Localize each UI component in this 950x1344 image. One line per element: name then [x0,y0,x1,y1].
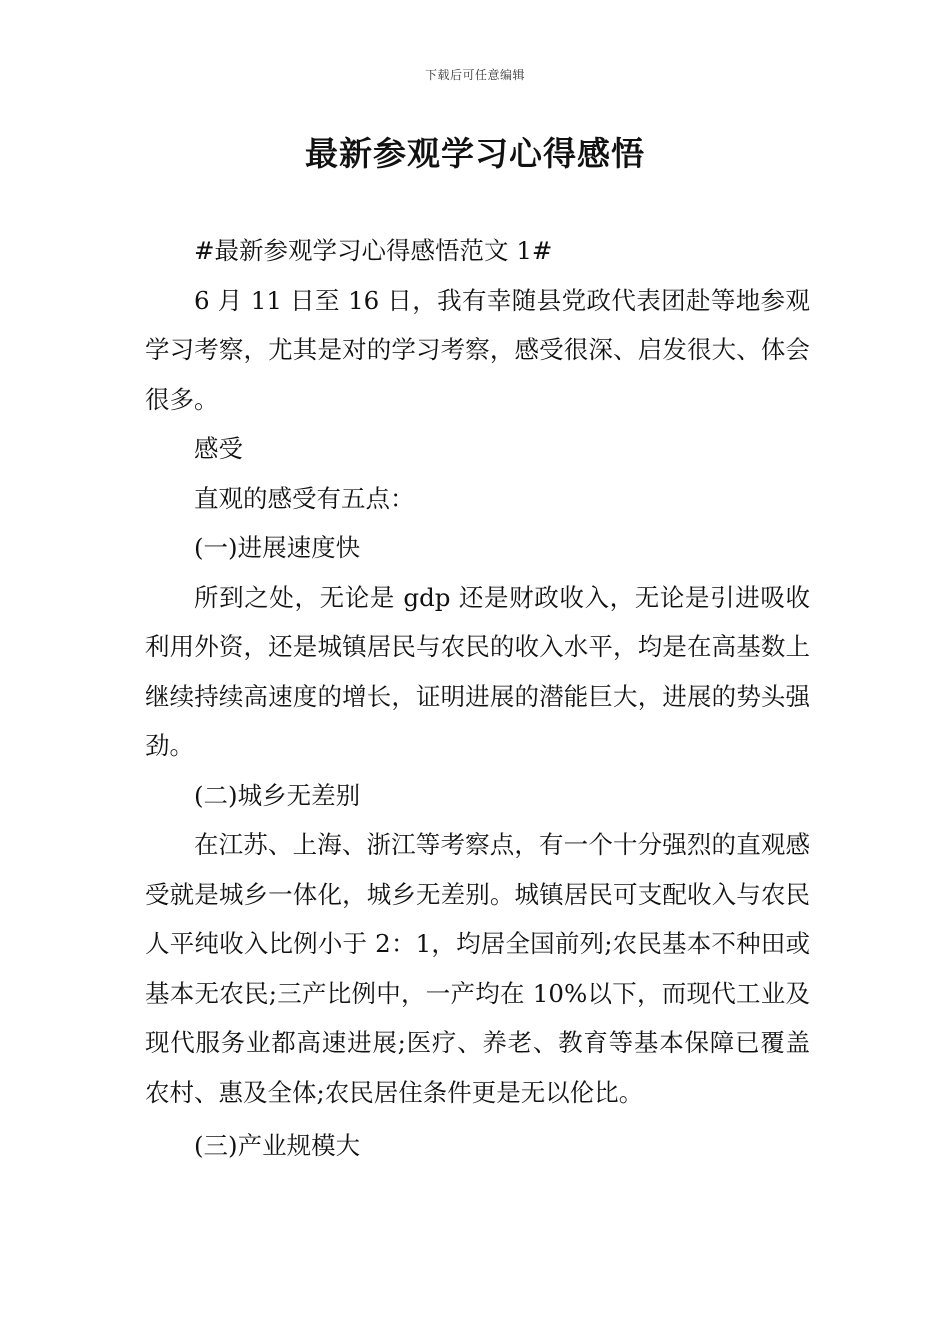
document-title: 最新参观学习心得感悟 [305,134,645,173]
document-body [145,226,810,1171]
subsection-heading: (一)进展速度快 [194,533,361,562]
paragraph: 直观的感受有五点： [194,483,415,513]
section-heading: 感受 [194,434,243,463]
subsection-heading: (三)产业规模大 [194,1131,361,1160]
subsection-heading: (二)城乡无差别 [194,780,361,810]
header-note: 下载后可任意编辑 [424,68,525,82]
paragraph: 在江苏、上海、浙江等考察点，有一个十分强烈的直观感受就是城乡一体化，城乡无差别。城镇居民可支配收入与农民人平纯收入比例小于 2：1，均居全国前列;农民基本不种田或基本无农民;三产比例中，一产均在 10%以下，而现代工业及现代服务业都高速进展;医疗、养老、教育等基本保障已覆盖农村、惠及全体;农民居住条件更是无以伦比。 [145,830,810,1107]
paragraph: 所到之处，无论是 gdp 还是财政收入，无论是引进吸收利用外资，还是城镇居民与农民的收入水平，均是在高基数上继续持续高速度的增长，证明进展的潜能巨大，进展的势头强劲。 [145,582,810,760]
paragraph: 6 月 11 日至 16 日，我有幸随县党政代表团赴等地参观学习考察，尤其是对的学习考察，感受很深、启发很大、体会很多。 [145,285,810,414]
section-heading: #最新参观学习心得感悟范文 1# [194,236,553,265]
